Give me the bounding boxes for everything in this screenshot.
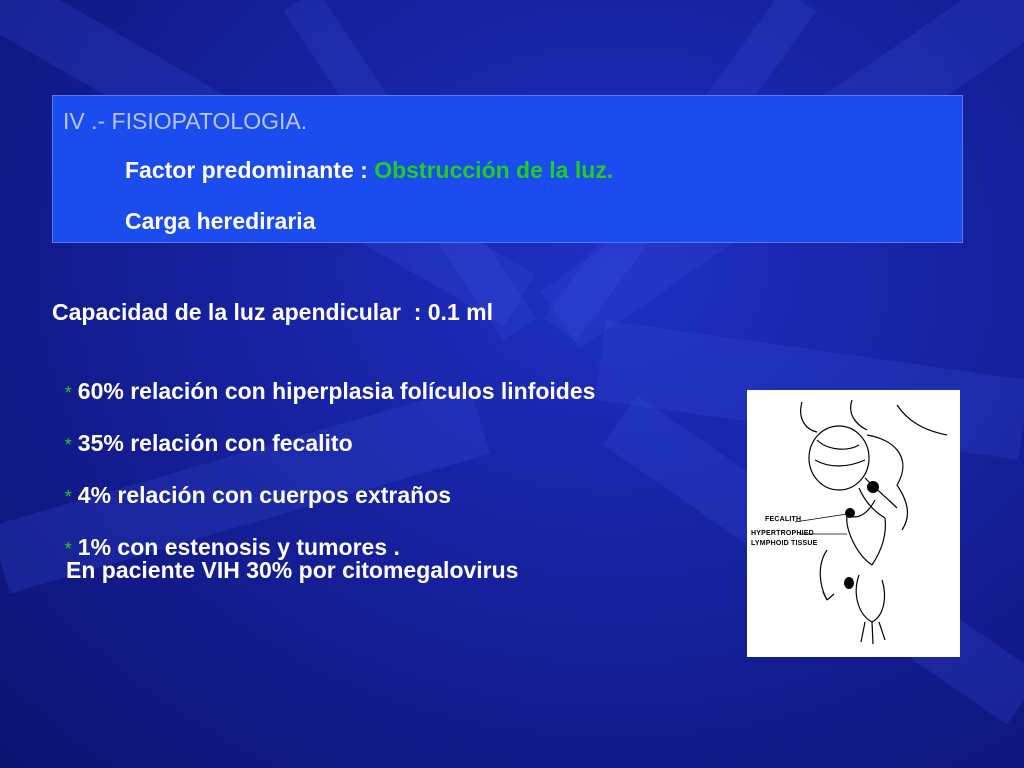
bullet-item (52, 403, 353, 457)
bullet-text: 1% con estenosis y tumores . (77, 534, 400, 560)
vih-note: En paciente VIH 30% por citomegalovirus (66, 557, 519, 583)
bullet-text: 35% relación con fecalito (77, 430, 353, 456)
intro-text: Capacidad de la luz apendicular : 0.1 ml (52, 299, 493, 325)
fecalith-label: FECALITH (765, 516, 802, 523)
bullet-item (52, 507, 400, 561)
slide-title: IV .- FISIOPATOLOGIA. (63, 108, 308, 134)
hereditary-line: Carga herediraria (125, 208, 316, 234)
factor-label: Factor predominante : (125, 157, 375, 183)
bullet-item (52, 455, 451, 509)
appendix-illustration (747, 390, 960, 657)
bullet-icon: * (64, 487, 72, 507)
appendix-drawing (747, 390, 960, 657)
bullet-item (52, 351, 595, 405)
bullet-icon: * (64, 435, 72, 455)
bullet-text: 4% relación con cuerpos extraños (77, 482, 452, 508)
header-box (52, 95, 963, 243)
bullet-icon: * (64, 539, 72, 559)
lymphoid-tissue-label: LYMPHOID TISSUE (751, 540, 818, 547)
factor-highlight: Obstrucción de la luz. (374, 157, 614, 183)
hypertrophied-label: HYPERTROPHIED (751, 530, 814, 537)
bullet-text: 60% relación con hiperplasia folículos linfoides (77, 378, 596, 404)
factor-line (125, 157, 613, 184)
bullet-icon: * (64, 383, 72, 403)
